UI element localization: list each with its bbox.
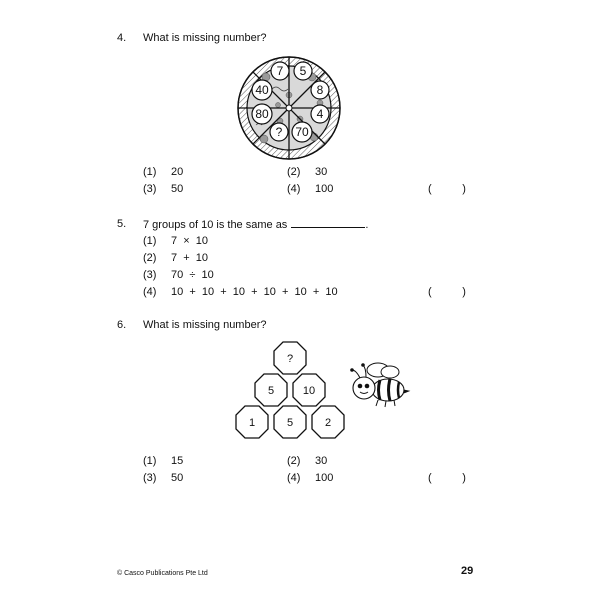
answer-brackets[interactable]: ( ): [428, 183, 466, 195]
option-text[interactable]: 100: [315, 183, 334, 195]
question-6-number: 6.: [117, 319, 127, 331]
option-text[interactable]: 20: [171, 166, 184, 178]
octagon-top: ?: [286, 353, 294, 365]
option-text[interactable]: 50: [171, 472, 184, 484]
option-num: (4): [143, 286, 157, 298]
publisher-credit: © Casco Publications Pte Ltd: [117, 570, 208, 577]
pizza-label-80: 80: [255, 107, 269, 121]
option-text[interactable]: 50: [171, 183, 184, 195]
option-text[interactable]: 7 × 10: [171, 235, 209, 247]
pizza-label-missing: ?: [275, 125, 283, 139]
pizza-figure: [236, 55, 342, 161]
answer-blank[interactable]: [291, 217, 365, 228]
octagon-bottom-left: 1: [248, 417, 256, 429]
option-text[interactable]: 15: [171, 455, 184, 467]
option-num: (2): [143, 252, 157, 264]
option-num: (1): [143, 166, 157, 178]
question-5-period: .: [365, 219, 369, 231]
pizza-label-8: 8: [316, 83, 324, 97]
question-5-prompt: 7 groups of 10 is the same as: [143, 219, 288, 231]
option-num: (4): [287, 183, 301, 195]
question-6-text: What is missing number?: [143, 319, 267, 331]
option-num: (1): [143, 455, 157, 467]
octagon-bottom-right: 2: [324, 417, 332, 429]
option-num: (2): [287, 455, 301, 467]
octagon-pyramid-figure: [230, 338, 420, 442]
pizza-label-40: 40: [255, 83, 269, 97]
answer-brackets[interactable]: ( ): [428, 286, 466, 298]
octagon-middle-right: 10: [302, 385, 316, 397]
octagon-bottom-middle: 5: [286, 417, 294, 429]
option-num: (2): [287, 166, 301, 178]
pizza-label-4: 4: [316, 107, 324, 121]
option-num: (4): [287, 472, 301, 484]
option-text[interactable]: 70 ÷ 10: [171, 269, 214, 281]
pizza-label-5: 5: [299, 64, 307, 78]
octagon-middle-left: 5: [267, 385, 275, 397]
option-text[interactable]: 30: [315, 455, 328, 467]
answer-brackets[interactable]: ( ): [428, 472, 466, 484]
option-text[interactable]: 7 + 10: [171, 252, 209, 264]
bee-icon: [350, 363, 409, 407]
option-num: (3): [143, 269, 157, 281]
option-num: (3): [143, 472, 157, 484]
page-number: 29: [461, 565, 474, 577]
option-text[interactable]: 30: [315, 166, 328, 178]
pizza-label-70: 70: [295, 125, 309, 139]
question-4-number: 4.: [117, 32, 127, 44]
option-text[interactable]: 100: [315, 472, 334, 484]
question-4-text: What is missing number?: [143, 32, 267, 44]
option-num: (1): [143, 235, 157, 247]
option-num: (3): [143, 183, 157, 195]
pizza-label-7: 7: [276, 64, 284, 78]
question-5-text: [143, 217, 368, 232]
option-text[interactable]: 10 + 10 + 10 + 10 + 10 + 10: [171, 286, 338, 298]
question-5-number: 5.: [117, 218, 127, 230]
